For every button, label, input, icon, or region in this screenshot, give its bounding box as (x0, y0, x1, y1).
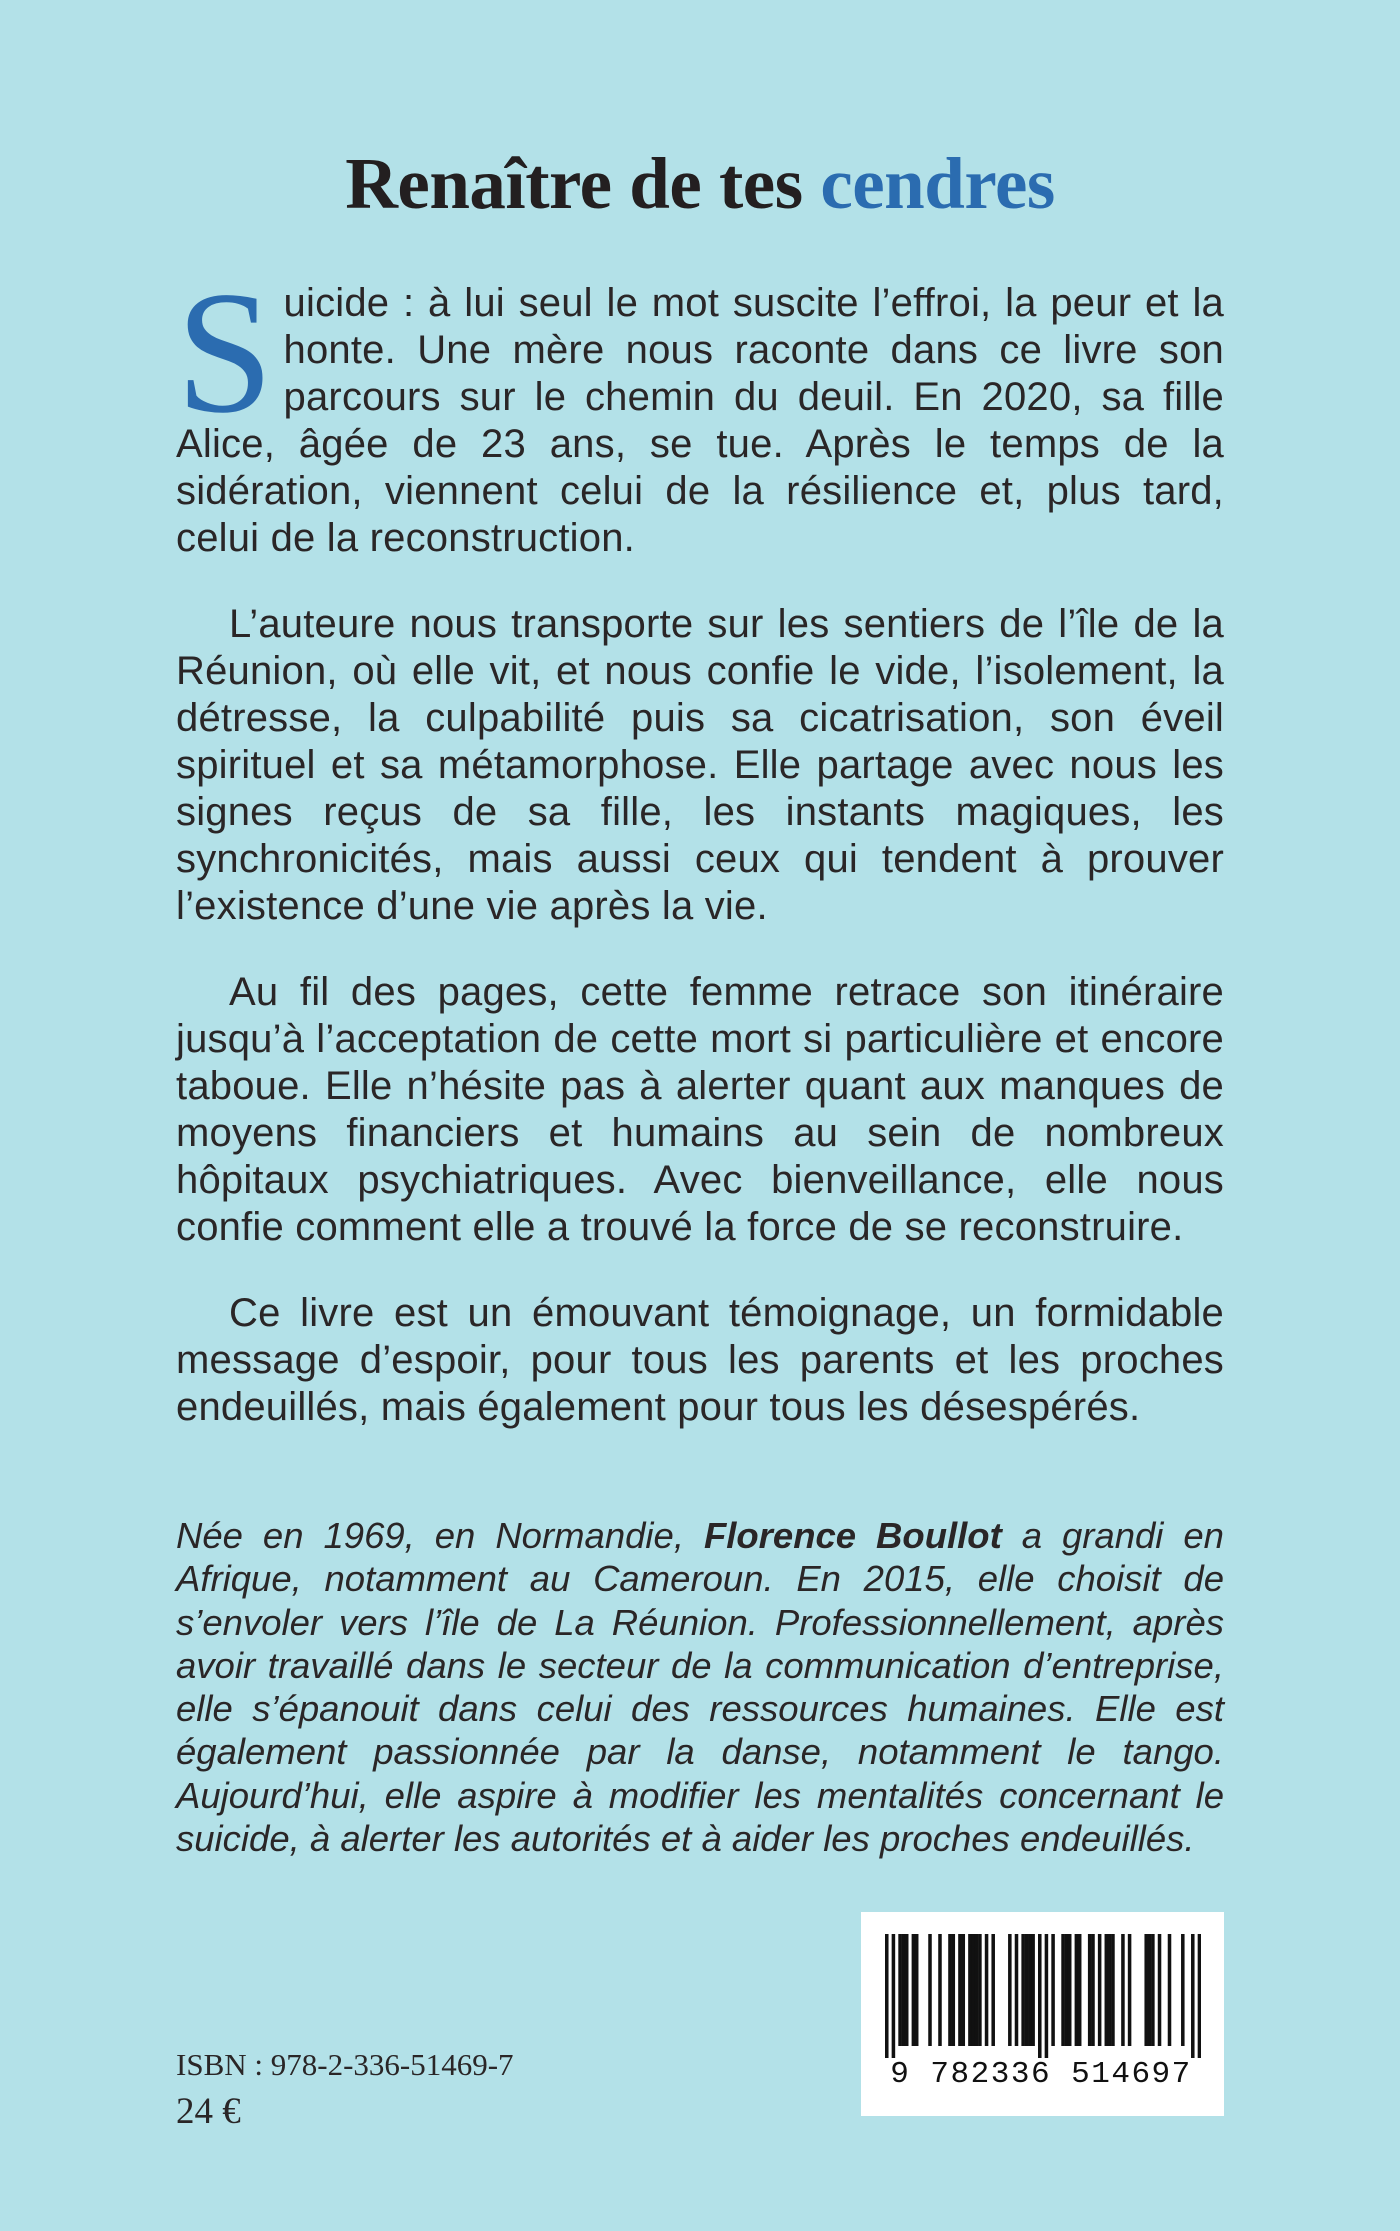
barcode-bar (968, 1934, 972, 2046)
barcode-bar (1158, 1934, 1162, 2046)
barcode-bar (971, 1934, 975, 2046)
barcode-bar (958, 1934, 962, 2046)
barcode-bar (1031, 1934, 1035, 2046)
barcode-bar (991, 1934, 995, 2046)
barcode-bar (1015, 1934, 1019, 2046)
synopsis-paragraph-4: Ce livre est un émouvant témoignage, un formidable message d’espoir, pour tous les parents et les proches endeuillés, mais également pour tous les désespérés. (176, 1291, 1224, 1429)
barcode-bar (1191, 1934, 1195, 2058)
barcode-bar (1168, 1934, 1172, 2046)
synopsis-paragraph-3: Au fil des pages, cette femme retrace son itinéraire jusqu’à l’acceptation de cette mort si particulière et encore taboue. Elle n’hésite pas à alerter quant aux manques de moyens financiers et humains au sein de nombreux hôpitaux psychiatriques. Avec bienveillance, elle nous confie comment elle a trouvé la force de se reconstruire. (176, 970, 1224, 1249)
barcode-digits: 9 782336 514697 (890, 2057, 1192, 2092)
barcode-bar (1008, 1934, 1012, 2046)
barcode-bar (1111, 1934, 1115, 2046)
barcode-bar (1098, 1934, 1102, 2046)
barcode-bar (1091, 1934, 1095, 2046)
barcode-bar (1028, 1934, 1032, 2046)
barcode-bar (1045, 1934, 1049, 2058)
barcode-bar (978, 1934, 982, 2046)
barcode-bar (938, 1934, 942, 2046)
barcode-bar (1021, 1934, 1025, 2046)
barcode-bar (975, 1934, 979, 2046)
barcode-bar (1181, 1934, 1185, 2046)
barcode-bar (1065, 1934, 1069, 2046)
book-title (0, 142, 1400, 224)
barcode-bar (915, 1934, 919, 2046)
barcode-bar (1108, 1934, 1112, 2046)
barcode-bar (1121, 1934, 1125, 2046)
synopsis-paragraph-2: L’auteure nous transporte sur les sentiers de l’île de la Réunion, où elle vit, et nous confie le vide, l’isolement, la détresse, la culpabilité puis sa cicatrisation, son éveil spirituel et sa métamorphose. Elle partage avec nous les signes reçus de sa fille, les instants magiques, les synchronicités, mais aussi ceux qui tendent à prouver l’existence d’une vie après la vie. (176, 602, 1224, 928)
barcode-bar (898, 1934, 902, 2046)
barcode-bar (1051, 1934, 1055, 2046)
barcode-bar (1025, 1934, 1029, 2046)
barcode-bar (952, 1934, 956, 2046)
barcode-bar (892, 1934, 896, 2058)
title-part-1: Renaître de tes (345, 142, 803, 224)
bio-rest: a grandi en Afrique, notamment au Cameroun. En 2015, elle choisit de s’envoler vers l’île de La Réunion. Professionnellement, après avoir travaillé dans le secteur de la communication d’entreprise, elle s’épanouit dans celui des ressources humaines. Elle est également passionnée par la danse, notamment le tango. Aujourd’hui, elle aspire à modifier les mentalités concernant le suicide, à alerter les autorités et à aider les proches endeuillés. (176, 1515, 1224, 1860)
barcode-bar (912, 1934, 916, 2046)
barcode-bar (905, 1934, 909, 2046)
barcode-bar (1068, 1934, 1072, 2046)
author-name: Florence Boullot (703, 1515, 1002, 1556)
barcode (861, 1912, 1224, 2116)
bio-lead: Née en 1969, en Normandie, (176, 1515, 684, 1556)
synopsis-paragraph-1-text: uicide : à lui seul le mot suscite l’effroi, la peur et la honte. Une mère nous raconte dans ce livre son parcours sur le chemin du deuil. En 2020, sa fille Alice, âgée de 23 ans, se tue. Après le temps de la sidération, viennent celui de la résilience et, plus tard, celui de la reconstruction. (176, 281, 1224, 560)
barcode-bar (1075, 1934, 1079, 2046)
barcode-bars (885, 1934, 1201, 2058)
barcode-bar (1128, 1934, 1132, 2046)
price: 24 € (176, 2091, 241, 2132)
barcode-bar (1151, 1934, 1155, 2046)
barcode-bar (1148, 1934, 1152, 2046)
author-bio (176, 1514, 1224, 1860)
drop-cap: S (176, 255, 274, 449)
barcode-bar (928, 1934, 932, 2046)
barcode-bar (962, 1934, 966, 2046)
barcode-bar (1144, 1934, 1148, 2046)
barcode-bar (1078, 1934, 1082, 2046)
title-part-2-accent: cendres (820, 142, 1055, 224)
barcode-bar (885, 1934, 889, 2058)
barcode-bar (985, 1934, 989, 2046)
barcode-bar (948, 1934, 952, 2046)
barcode-bar (1038, 1934, 1042, 2058)
synopsis-paragraph-1 (176, 255, 1224, 562)
isbn: ISBN : 978-2-336-51469-7 (176, 2047, 514, 2082)
barcode-bar (902, 1934, 906, 2046)
barcode-bar (1088, 1934, 1092, 2046)
synopsis (176, 255, 1224, 1470)
barcode-bar (1198, 1934, 1201, 2058)
barcode-bar (1061, 1934, 1065, 2046)
barcode-bar (1105, 1934, 1109, 2046)
